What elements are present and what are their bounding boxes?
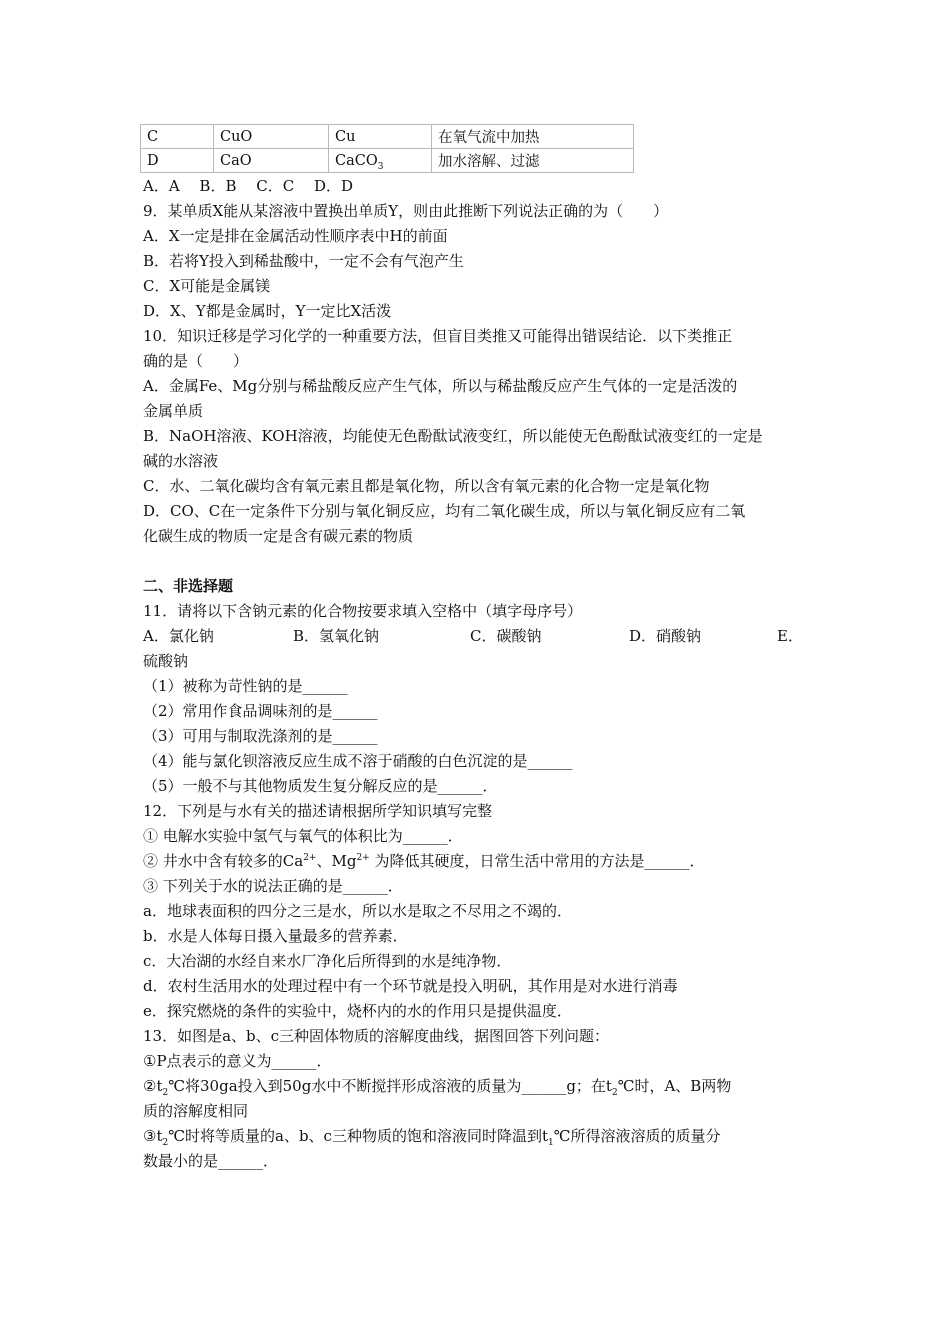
table-cell: CaO	[214, 149, 329, 173]
q11-option-e-cont: 硫酸钠	[143, 652, 189, 670]
q10-stem-cont: 确的是（ ）	[143, 352, 249, 370]
q9-option-a: A．X一定是排在金属活动性顺序表中H的前面	[143, 227, 448, 245]
subscript: 1	[547, 1138, 554, 1148]
table-cell: 在氧气流中加热	[432, 125, 634, 149]
text-run: ②t	[143, 1077, 163, 1095]
q12-option-a: a．地球表面积的四分之三是水，所以水是取之不尽用之不竭的．	[143, 902, 572, 920]
q11-stem: 11．请将以下含钠元素的化合物按要求填入空格中（填字母序号）	[143, 602, 583, 620]
q12-option-c: c．大冶湖的水经自来水厂净化后所得到的水是纯净物．	[143, 952, 512, 970]
q10-option-a: A．金属Fe、Mg分别与稀盐酸反应产生气体，所以与稀盐酸反应产生气体的一定是活泼的	[143, 377, 738, 395]
subscript: 3	[377, 161, 384, 172]
q9-option-b: B．若将Y投入到稀盐酸中，一定不会有气泡产生	[143, 252, 464, 270]
q10-option-b-cont: 碱的水溶液	[143, 452, 219, 470]
q13-item-1: ①P点表示的意义为______．	[143, 1052, 332, 1070]
q12-item-3: ③ 下列关于水的说法正确的是______．	[143, 877, 403, 895]
text-run: ℃时，A、B两物	[617, 1077, 732, 1095]
q12-item-2	[143, 851, 705, 871]
q10-option-a-cont: 金属单质	[143, 402, 204, 420]
q13-item-3-cont: 数最小的是______．	[143, 1152, 279, 1170]
q10-stem: 10．知识迁移是学习化学的一种重要方法，但盲目类推又可能得出错误结论．以下类推正	[143, 327, 733, 345]
q12-item-1: ① 电解水实验中氢气与氧气的体积比为______．	[143, 827, 463, 845]
q11-option-e: E．	[777, 627, 803, 645]
q13-stem: 13．如图是a、b、c三种固体物质的溶解度曲线，据图回答下列问题：	[143, 1027, 610, 1045]
q11-option-c: C．碳酸钠	[470, 627, 542, 645]
text-run: 、Mg	[316, 852, 357, 870]
q9-option-c: C．X可能是金属镁	[143, 277, 271, 295]
q13-item-2	[143, 1076, 731, 1096]
q12-option-d: d．农村生活用水的处理过程中有一个环节就是投入明矾，其作用是对水进行消毒	[143, 977, 678, 995]
q11-part-4: （4）能与氯化钡溶液反应生成不溶于硝酸的白色沉淀的是______	[143, 752, 573, 770]
q11-part-3: （3）可用与制取洗涤剂的是______	[143, 727, 378, 745]
q8-options: A．A B．B C．C D．D	[143, 177, 354, 195]
table-cell: C	[141, 125, 214, 149]
q12-option-b: b．水是人体每日摄入量最多的营养素．	[143, 927, 408, 945]
text-run: 为降低其硬度，日常生活中常用的方法是______．	[369, 852, 705, 870]
section-title: 二、非选择题	[143, 577, 234, 595]
q10-option-c: C．水、二氧化碳均含有氧元素且都是氧化物，所以含有氧元素的化合物一定是氧化物	[143, 477, 710, 495]
answer-options-table	[140, 124, 634, 173]
text-run: ② 井水中含有较多的Ca	[143, 852, 304, 870]
formula-text: CaCO	[335, 152, 378, 169]
q12-stem: 12．下列是与水有关的描述请根据所学知识填写完整	[143, 802, 493, 820]
q11-option-b: B．氢氧化钠	[293, 627, 380, 645]
table-cell: CuO	[214, 125, 329, 149]
q9-stem: 9．某单质X能从某溶液中置换出单质Y，则由此推断下列说法正确的为（ ）	[143, 202, 669, 220]
text-run: ℃时将等质量的a、b、c三种物质的饱和溶液同时降温到t	[168, 1127, 548, 1145]
text-run: ℃将30ga投入到50g水中不断搅拌形成溶液的质量为______g；在t	[168, 1077, 612, 1095]
table-row	[141, 125, 634, 149]
table-row	[141, 149, 634, 173]
q11-part-5: （5）一般不与其他物质发生复分解反应的是______．	[143, 777, 498, 795]
superscript: 2+	[356, 853, 370, 863]
table-cell: Cu	[329, 125, 432, 149]
subscript: 2	[162, 1138, 169, 1148]
q13-item-3	[143, 1126, 721, 1146]
text-run: ℃所得溶液溶质的质量分	[553, 1127, 721, 1145]
q10-option-b: B．NaOH溶液、KOH溶液，均能使无色酚酞试液变红，所以能使无色酚酞试液变红的一定是	[143, 427, 763, 445]
table-cell: 加水溶解、过滤	[432, 149, 634, 173]
q9-option-d: D．X、Y都是金属时，Y一定比X活泼	[143, 302, 392, 320]
q11-part-2: （2）常用作食品调味剂的是______	[143, 702, 378, 720]
table-cell	[329, 149, 432, 173]
q10-option-d: D．CO、C在一定条件下分别与氧化铜反应，均有二氧化碳生成，所以与氧化铜反应有二氧	[143, 502, 746, 520]
superscript: 2+	[303, 853, 317, 863]
q11-part-1: （1）被称为苛性钠的是______	[143, 677, 348, 695]
q11-option-a: A．氯化钠	[143, 627, 214, 645]
q12-option-e: e．探究燃烧的条件的实验中，烧杯内的水的作用只是提供温度．	[143, 1002, 572, 1020]
q10-option-d-cont: 化碳生成的物质一定是含有碳元素的物质	[143, 527, 414, 545]
table-cell: D	[141, 149, 214, 173]
q11-option-d: D．硝酸钠	[629, 627, 702, 645]
q13-item-2-cont: 质的溶解度相同	[143, 1102, 249, 1120]
text-run: ③t	[143, 1127, 163, 1145]
subscript: 2	[611, 1088, 618, 1098]
subscript: 2	[162, 1088, 169, 1098]
